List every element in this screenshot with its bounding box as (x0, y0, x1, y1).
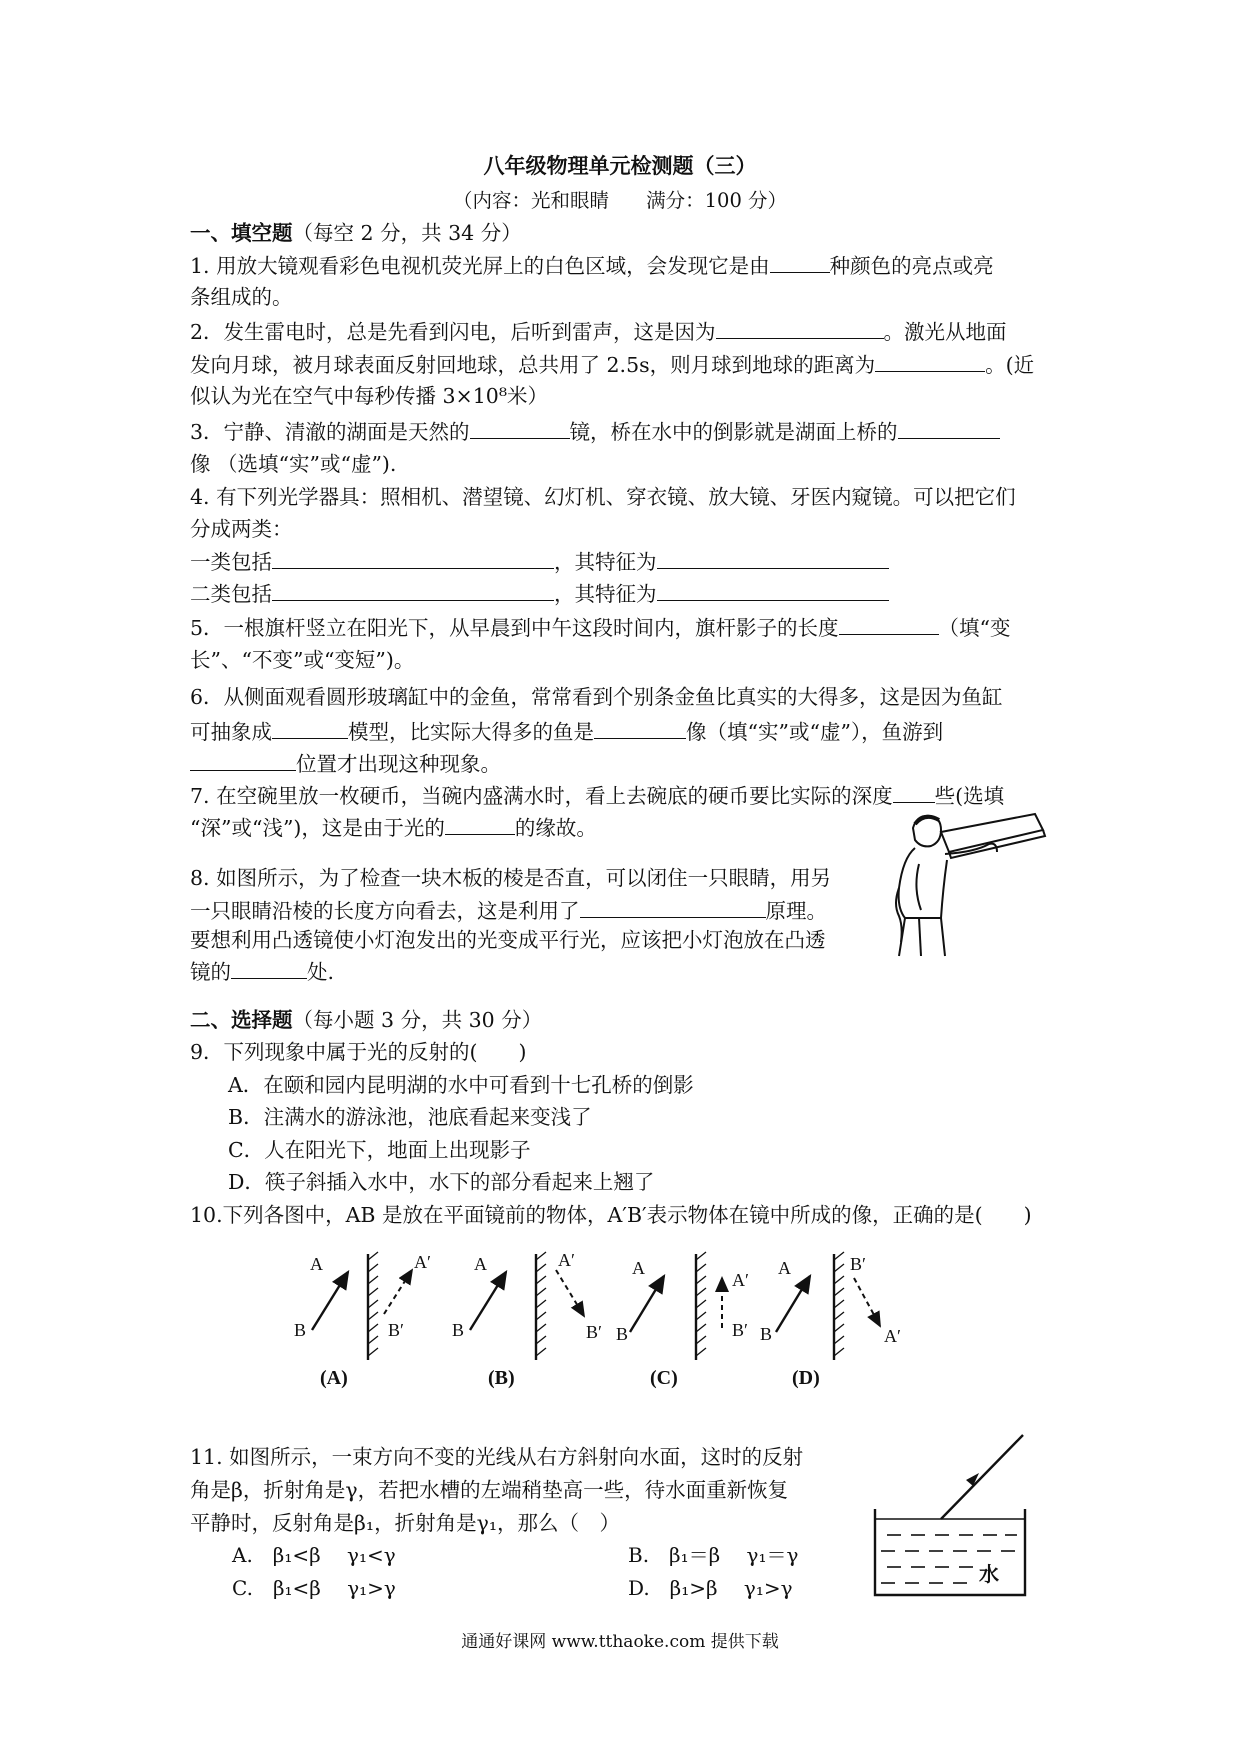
q11-option-c[interactable]: C. β₁<β γ₁>γ (232, 1576, 396, 1600)
q8-line2 (190, 895, 827, 926)
diagram-b (452, 1250, 602, 1389)
page-footer: 通通好课网 www.tthaoke.com 提供下载 (461, 1632, 779, 1652)
q2-text: 发向月球，被月球表面反射回地球，总共用了 2.5s，则月球到地球的距离为 (190, 353, 876, 377)
q3-line1 (190, 416, 1000, 447)
q5-text: 5．一根旗杆竖立在阳光下，从早晨到中午这段时间内，旗杆影子的长度 (190, 616, 839, 640)
q7-text: 的缘故。 (514, 816, 597, 840)
label-b: B (452, 1320, 465, 1340)
q7-text: 7. 在空碗里放一枚硬币，当碗内盛满水时，看上去碗底的硬币要比实际的深度 (190, 784, 893, 808)
q8-line4 (190, 956, 334, 987)
q5-text: （填“变 (938, 616, 1011, 640)
q4-text: 一类包括 (190, 550, 272, 574)
water-label: 水 (979, 1562, 999, 1586)
figure-label-b: (B) (488, 1367, 515, 1389)
label-b-prime: B′ (586, 1322, 602, 1342)
label-a: A (474, 1254, 487, 1274)
label-b-prime: B′ (850, 1254, 866, 1274)
label-b-prime: B′ (732, 1320, 748, 1340)
answer-blank[interactable] (190, 748, 296, 771)
label-b: B (294, 1320, 307, 1340)
label-b-prime: B′ (388, 1320, 404, 1340)
q11-line2: 角是β，折射角是γ，若把水槽的左端稍垫高一些，待水面重新恢复 (190, 1478, 789, 1502)
q2-line3: 似认为光在空气中每秒传播 3×10⁸米） (190, 384, 549, 408)
q2-line2 (190, 349, 1034, 380)
figure-label-a: (A) (320, 1367, 348, 1389)
section-fill-note: （每空 2 分，共 34 分） (292, 221, 522, 245)
q7-text: “深”或“浅”)，这是由于光的 (190, 816, 445, 840)
q9-option-a[interactable]: A．在颐和园内昆明湖的水中可看到十七孔桥的倒影 (228, 1073, 694, 1097)
q4-text: 二类包括 (190, 582, 272, 606)
board-sighting-illustration (885, 808, 1055, 958)
q11-option-b[interactable]: B. β₁＝β γ₁＝γ (628, 1543, 799, 1567)
answer-blank[interactable] (716, 316, 884, 339)
q6-text: 可抽象成 (190, 720, 272, 744)
q4-text: ，其特征为 (554, 550, 657, 574)
q8-text: 镜的 (190, 960, 231, 984)
q4-row2 (190, 578, 889, 609)
answer-blank[interactable] (875, 349, 985, 372)
q9-stem: 9．下列现象中属于光的反射的( ) (190, 1040, 527, 1064)
q6-text: 模型，比实际大得多的鱼是 (348, 720, 594, 744)
label-b: B (616, 1324, 629, 1344)
q2-text: 。(近 (985, 353, 1035, 377)
q2-text: 2．发生雷电时，总是先看到闪电，后听到雷声，这是因为 (190, 320, 716, 344)
label-a-prime: A′ (558, 1250, 575, 1270)
q11-line3: 平静时，反射角是β₁，折射角是γ₁，那么（ ） (190, 1511, 621, 1535)
answer-blank[interactable] (272, 716, 348, 739)
diagram-c (616, 1252, 749, 1389)
q6-line2 (190, 716, 943, 747)
q2-text: 。激光从地面 (883, 320, 1007, 344)
q5-line2: 长”、“不变”或“变短”)。 (190, 648, 415, 672)
label-a: A (632, 1258, 645, 1278)
section-choice-title: 二、选择题 (190, 1008, 293, 1032)
answer-blank[interactable] (445, 812, 515, 835)
q7-line1 (190, 780, 1004, 811)
q8-line3: 要想利用凸透镜使小灯泡发出的光变成平行光，应该把小灯泡放在凸透 (190, 928, 826, 952)
q3-text: 镜，桥在水中的倒影就是湖面上桥的 (569, 420, 898, 444)
q9-option-c[interactable]: C．人在阳光下，地面上出现影子 (228, 1138, 531, 1162)
q3-text: 3．宁静、清澈的湖面是天然的 (190, 420, 470, 444)
answer-blank[interactable] (594, 716, 686, 739)
answer-blank[interactable] (657, 578, 889, 601)
q8-line1: 8. 如图所示，为了检查一块木板的棱是否直，可以闭住一只眼睛，用另 (190, 866, 832, 890)
answer-blank[interactable] (839, 612, 939, 635)
answer-blank[interactable] (470, 416, 570, 439)
label-a-prime: A′ (884, 1326, 901, 1346)
q11-line1: 11. 如图所示，一束方向不变的光线从右方斜射向水面，这时的反射 (190, 1445, 804, 1469)
q1-text: 种颜色的亮点或亮 (829, 254, 994, 278)
q8-text: 原理。 (765, 899, 827, 923)
mirror-diagrams (280, 1240, 1020, 1390)
answer-blank[interactable] (272, 578, 554, 601)
q8-text: 一只眼睛沿棱的长度方向看去，这是利用了 (190, 899, 580, 923)
answer-blank[interactable] (657, 546, 889, 569)
q6-line3 (190, 748, 501, 779)
q4-line2: 分成两类： (190, 517, 293, 541)
q6-text: 像（填“实”或“虚”），鱼游到 (686, 720, 944, 744)
q4-line1: 4. 有下列光学器具：照相机、潜望镜、幻灯机、穿衣镜、放大镜、牙医内窥镜。可以把它们 (190, 485, 1016, 509)
diagram-a (294, 1252, 431, 1389)
q1-line2: 条组成的。 (190, 285, 293, 309)
page-title: 八年级物理单元检测题（三） (483, 153, 757, 178)
answer-blank[interactable] (580, 895, 766, 918)
q2-line1 (190, 316, 1007, 347)
q1-text: 1. 用放大镜观看彩色电视机荧光屏上的白色区域，会发现它是由 (190, 254, 770, 278)
diagram-d (760, 1252, 901, 1389)
q9-option-d[interactable]: D．筷子斜插入水中，水下的部分看起来上翘了 (228, 1170, 655, 1194)
q9-option-b[interactable]: B．注满水的游泳池，池底看起来变浅了 (228, 1105, 592, 1129)
q6-line1: 6．从侧面观看圆形玻璃缸中的金鱼，常常看到个别条金鱼比真实的大得多，这是因为鱼缸 (190, 685, 1003, 709)
q5-line1 (190, 612, 1011, 643)
label-a: A (310, 1254, 323, 1274)
label-a: A (778, 1258, 791, 1278)
section-fill-title: 一、填空题 (190, 221, 293, 245)
section-fill-heading (190, 218, 522, 248)
answer-blank[interactable] (770, 250, 830, 273)
q11-option-d[interactable]: D. β₁>β γ₁>γ (628, 1576, 793, 1600)
q8-text: 处. (307, 960, 335, 984)
q6-text: 位置才出现这种现象。 (296, 752, 501, 776)
answer-blank[interactable] (272, 546, 554, 569)
section-choice-note: （每小题 3 分，共 30 分） (292, 1008, 543, 1032)
page-subtitle: （内容：光和眼睛 满分：100 分） (452, 189, 788, 212)
figure-label-c: (C) (650, 1367, 678, 1389)
answer-blank[interactable] (893, 780, 935, 803)
q4-row1 (190, 546, 889, 577)
q11-option-a[interactable]: A. β₁<β γ₁<γ (232, 1543, 396, 1567)
figure-label-d: (D) (792, 1367, 820, 1389)
label-a-prime: A′ (414, 1252, 431, 1272)
q7-text: 些(选填 (934, 784, 1005, 808)
label-b: B (760, 1324, 773, 1344)
q10-stem: 10.下列各图中，AB 是放在平面镜前的物体，A′B′表示物体在镜中所成的像，正确的是( ) (190, 1203, 1032, 1227)
q3-line2: 像 （选填“实”或“虚”). (190, 452, 397, 476)
q1-line1 (190, 250, 994, 281)
q4-text: ，其特征为 (554, 582, 657, 606)
water-tank-illustration (865, 1425, 1045, 1605)
label-a-prime: A′ (732, 1270, 749, 1290)
section-choice-heading (190, 1005, 542, 1035)
answer-blank[interactable] (231, 956, 307, 979)
answer-blank[interactable] (898, 416, 1000, 439)
q7-line2 (190, 812, 597, 843)
